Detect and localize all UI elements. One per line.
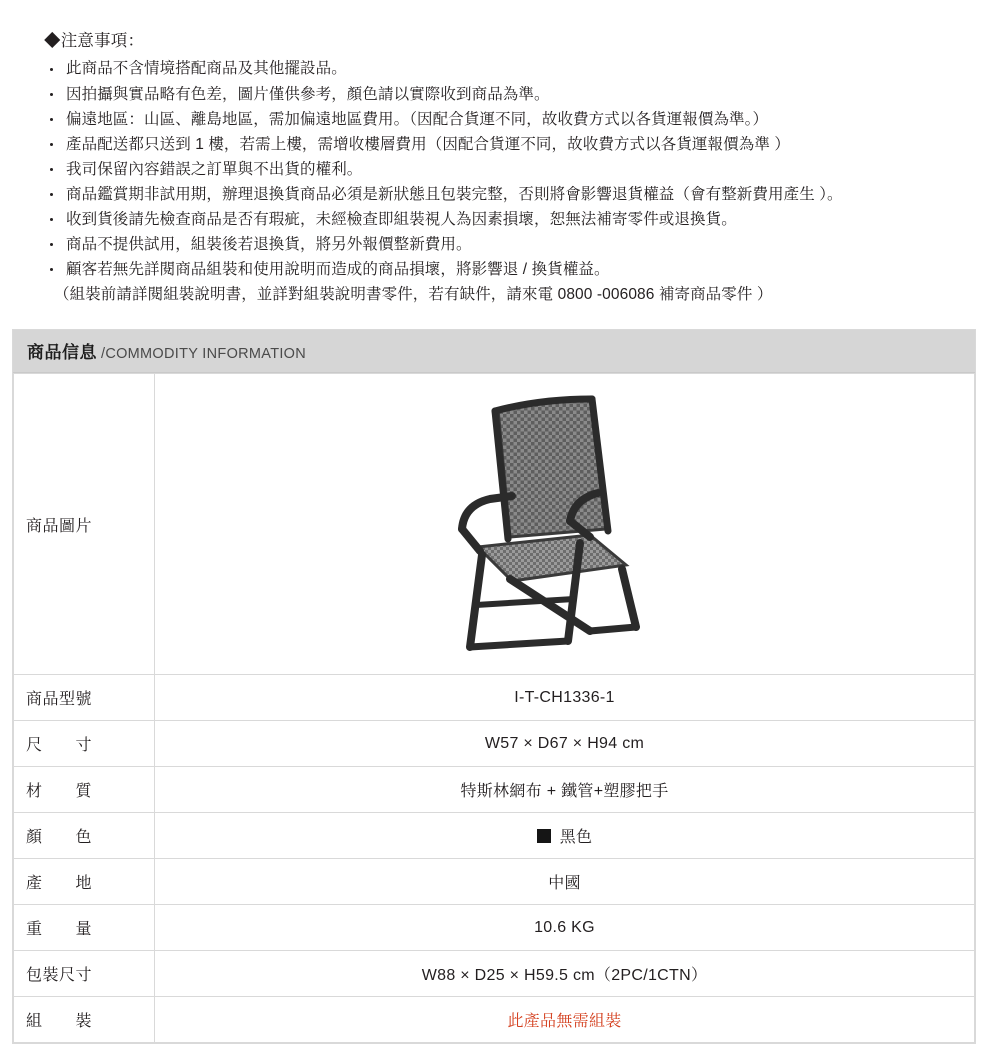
notice-item-text: 顧客若無先詳閱商品組裝和使用說明而造成的商品損壞，將影響退 / 換貨權益。 bbox=[66, 261, 610, 279]
commodity-information-table bbox=[12, 329, 976, 1044]
table-row bbox=[14, 675, 975, 721]
row-label: 材 質 bbox=[14, 767, 155, 813]
notice-item bbox=[44, 56, 1000, 81]
notice-item bbox=[44, 82, 1000, 107]
notice-item-text: 此商品不含情境搭配商品及其他擺設品。 bbox=[66, 60, 347, 78]
row-label: 尺 寸 bbox=[14, 721, 155, 767]
notice-item bbox=[44, 232, 1000, 257]
commodity-header-zh: 商品信息 bbox=[27, 343, 97, 363]
notice-item-text: 收到貨後請先檢查商品是否有瑕疵，未經檢查即組裝視人為因素損壞，恕無法補寄零件或退換貨。 bbox=[66, 211, 737, 229]
product-image bbox=[155, 374, 974, 674]
row-value: I-T-CH1336-1 bbox=[155, 675, 975, 721]
bullet-icon bbox=[50, 93, 53, 96]
row-value-color bbox=[155, 813, 975, 859]
notice-footnote-text: （組裝前請詳閱組裝說明書，並詳對組裝說明書零件，若有缺件，請來電 0800 -006086 補寄商品零件 ） bbox=[54, 286, 773, 304]
row-label: 商品型號 bbox=[14, 675, 155, 721]
notice-item bbox=[44, 157, 1000, 182]
row-label: 顏 色 bbox=[14, 813, 155, 859]
bullet-icon bbox=[50, 193, 53, 196]
notice-item-text: 產品配送都只送到 1 樓，若需上樓，需增收樓層費用（因配合貨運不同，故收費方式以各貨運報價為準 ） bbox=[66, 135, 790, 153]
notice-footnote bbox=[44, 282, 1000, 307]
notice-item-text: 偏遠地區：山區、離島地區，需加偏遠地區費用。（因配合貨運不同，故收費方式以各貨運報價為準。） bbox=[66, 110, 769, 128]
bullet-icon bbox=[50, 168, 53, 171]
row-value-image bbox=[155, 374, 975, 675]
notice-section bbox=[0, 0, 1000, 307]
table-row bbox=[14, 813, 975, 859]
notice-title: ◆注意事項： bbox=[44, 32, 145, 50]
row-value: 10.6 KG bbox=[155, 905, 975, 951]
notice-list bbox=[44, 56, 1000, 307]
notice-item-text: 因拍攝與實品略有色差，圖片僅供參考，顏色請以實際收到商品為準。 bbox=[66, 85, 550, 103]
table-row bbox=[14, 905, 975, 951]
table-row bbox=[14, 997, 975, 1043]
row-label: 產 地 bbox=[14, 859, 155, 905]
color-swatch-icon bbox=[537, 829, 551, 843]
spec-table bbox=[13, 373, 975, 1043]
row-value-assembly: 此產品無需組裝 bbox=[155, 997, 975, 1043]
commodity-header-en: /COMMODITY INFORMATION bbox=[101, 346, 307, 363]
notice-item-text: 我司保留內容錯誤之訂單與不出貨的權利。 bbox=[66, 160, 363, 178]
row-label: 商品圖片 bbox=[14, 374, 155, 675]
commodity-table-header bbox=[13, 330, 975, 373]
notice-item bbox=[44, 207, 1000, 232]
row-value: W57 × D67 × H94 cm bbox=[155, 721, 975, 767]
row-value: 中國 bbox=[155, 859, 975, 905]
folding-mesh-chair-icon bbox=[440, 379, 690, 669]
bullet-icon bbox=[50, 268, 53, 271]
bullet-icon bbox=[50, 143, 53, 146]
bullet-icon bbox=[50, 118, 53, 121]
notice-item bbox=[44, 182, 1000, 207]
notice-item-text: 商品鑑賞期非試用期，辦理退換貨商品必須是新狀態且包裝完整，否則將會影響退貨權益（會有整新費用產生 ）。 bbox=[66, 185, 843, 203]
table-row bbox=[14, 951, 975, 997]
table-row bbox=[14, 374, 975, 675]
table-row bbox=[14, 721, 975, 767]
notice-item bbox=[44, 107, 1000, 132]
row-value: W88 × D25 × H59.5 cm（2PC/1CTN） bbox=[155, 951, 975, 997]
table-row bbox=[14, 767, 975, 813]
row-label: 組 裝 bbox=[14, 997, 155, 1043]
notice-item-text: 商品不提供試用，組裝後若退換貨，將另外報價整新費用。 bbox=[66, 236, 472, 254]
bullet-icon bbox=[50, 68, 53, 71]
row-label: 重 量 bbox=[14, 905, 155, 951]
row-label: 包裝尺寸 bbox=[14, 951, 155, 997]
row-value: 特斯林網布 + 鐵管+塑膠把手 bbox=[155, 767, 975, 813]
table-row bbox=[14, 859, 975, 905]
bullet-icon bbox=[50, 218, 53, 221]
notice-item bbox=[44, 132, 1000, 157]
notice-item bbox=[44, 257, 1000, 282]
color-name: 黑色 bbox=[559, 829, 593, 847]
bullet-icon bbox=[50, 243, 53, 246]
